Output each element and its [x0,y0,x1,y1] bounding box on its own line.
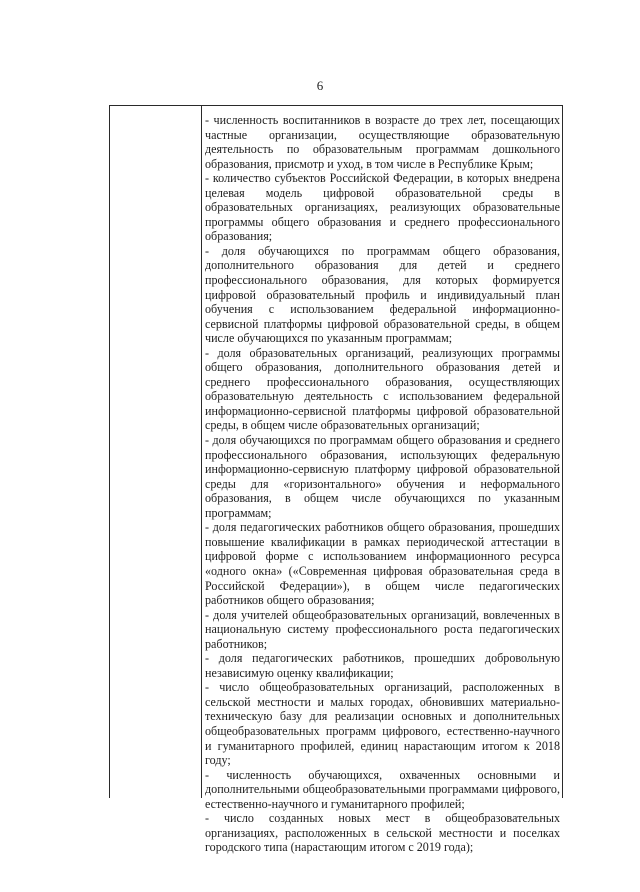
list-item: - доля педагогических работников общего образования, прошедших повышение квалификации в рамках периодической аттестации в цифровой форме с использованием информационного ресурса «одного окна» («Современная цифровая образовательная среда в Российской Федерации»), в общем числе педагогических работников общего образования; [205,520,560,608]
list-item: - доля образовательных организаций, реализующих программы общего образования, дополнительного образования детей и среднего профессионального образования, осуществляющих образовательную деятельность с использованием федеральной информационно-сервисной платформы цифровой образовательной среды, в общем числе образовательных организаций; [205,345,560,433]
page-number: 6 [316,78,324,93]
table-right-cell [205,113,560,855]
list-item: - доля педагогических работников, прошедших добровольную независимую оценку квалификации; [205,651,560,680]
list-item: - численность обучающихся, охваченных основными и дополнительными общеобразовательными программами цифрового, естественно-научного и гуманитарного профилей; [205,767,560,811]
list-item: - доля учителей общеобразовательных организаций, вовлеченных в национальную систему профессионального роста педагогических работников; [205,607,560,651]
list-item: - число созданных новых мест в общеобразовательных организациях, расположенных в сельской местности и поселках городского типа (нарастающим итогом с 2019 года); [205,811,560,855]
list-item: - доля обучающихся по программам общего образования, дополнительного образования для детей и среднего профессионального образования, для которых формируется цифровой образовательный профиль и индивидуальный план обучения с использованием федеральной информационно-сервисной платформы цифровой образовательной среды, в общем числе обучающихся по указанным программам; [205,243,560,346]
list-item: - доля обучающихся по программам общего образования и среднего профессионального образования, использующих федеральную информационно-сервисную платформу цифровой образовательной среды для «горизонтального» обучения и неформального образования, в общем числе обучающихся по указанным программам; [205,433,560,520]
list-item: - количество субъектов Российской Федерации, в которых внедрена целевая модель цифровой образовательной среды в образовательных организациях, реализующих образовательные программы общего образования и среднего профессионального образования; [205,171,560,244]
list-item: - число общеобразовательных организаций, расположенных в сельской местности и малых городах, обновивших материально-техническую базу для реализации основных и дополнительных общеобразовательных программ цифрового, естественно-научного и гуманитарного профилей, единиц нарастающим итогом к 2018 году; [205,680,560,768]
document-table [109,105,563,855]
list-item: - численность воспитанников в возрасте до трех лет, посещающих частные организации, осуществляющие образовательную деятельность по образовательным программам дошкольного образования, присмотр и уход, в том числе в Республике Крым; [205,113,560,171]
table-column-divider [201,106,202,798]
